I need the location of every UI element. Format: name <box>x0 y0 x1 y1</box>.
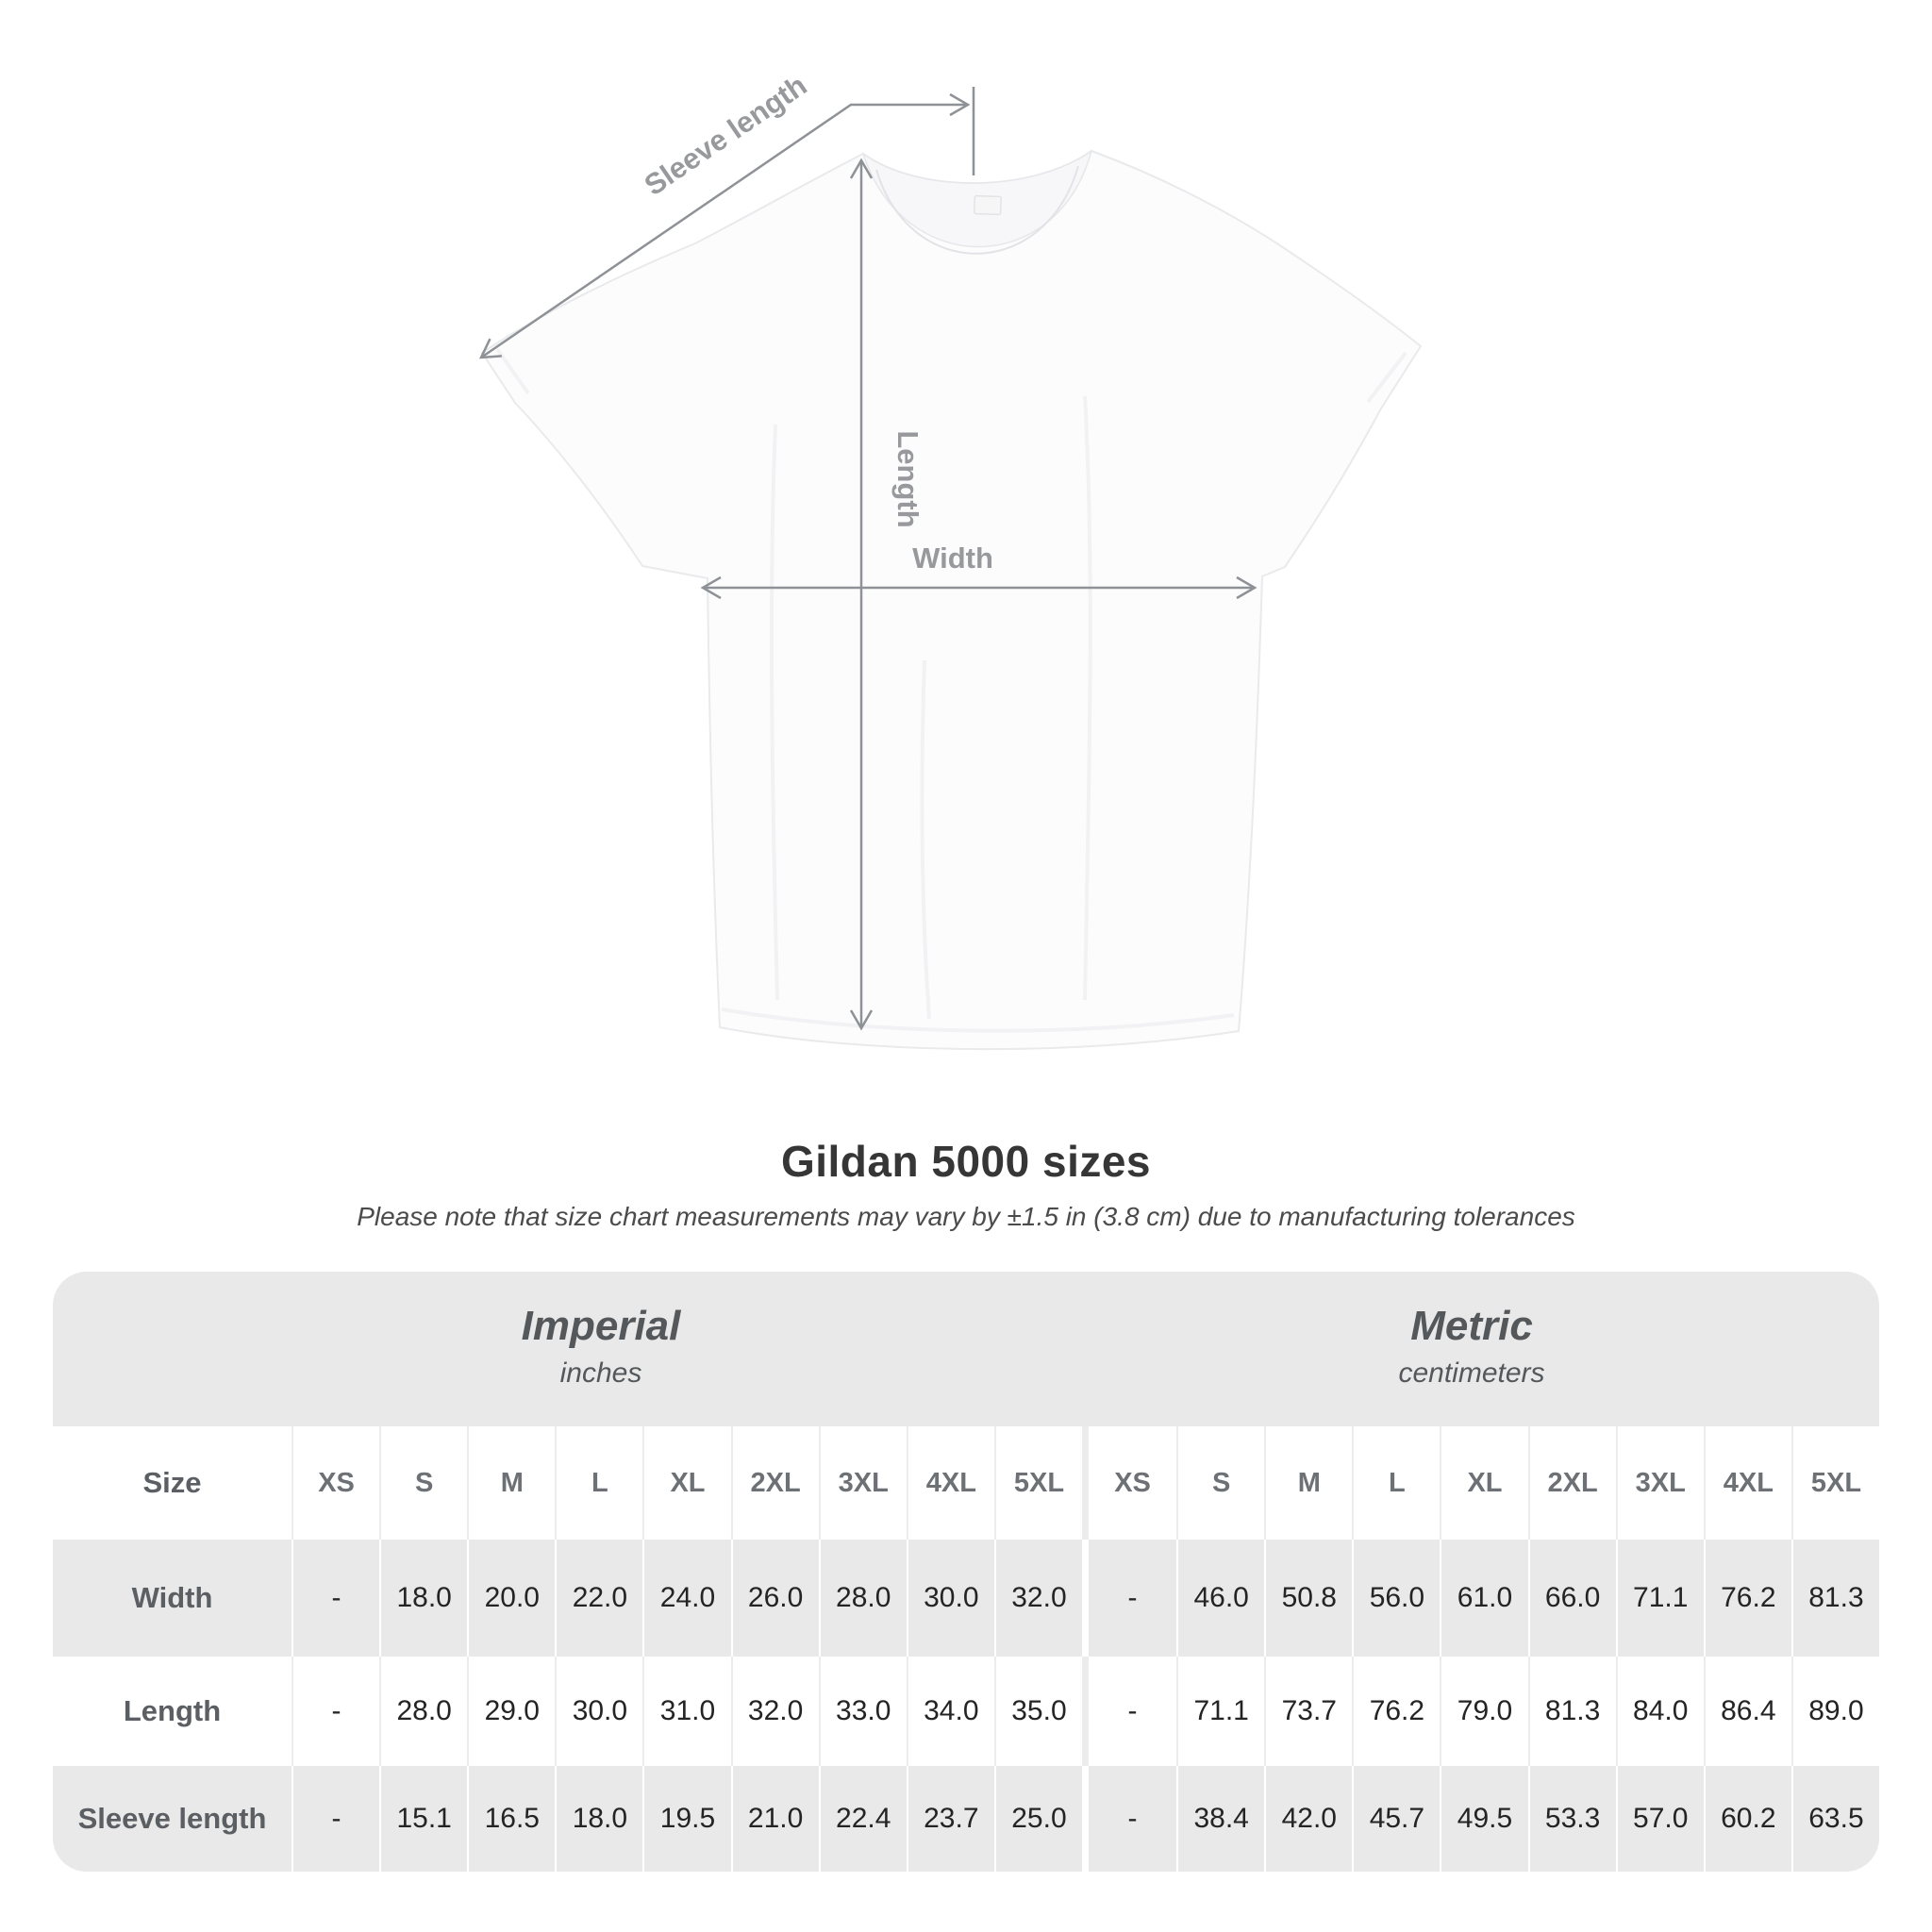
table-cell: 26.0 <box>731 1540 819 1657</box>
table-cell: 84.0 <box>1616 1657 1704 1766</box>
group-separator <box>1082 1426 1089 1540</box>
width-label: Width <box>912 541 993 575</box>
table-cell: 71.1 <box>1616 1540 1704 1657</box>
table-cell: 46.0 <box>1176 1540 1264 1657</box>
table-cell: 19.5 <box>642 1766 730 1872</box>
size-header: M <box>1264 1426 1352 1540</box>
size-chart-panel <box>53 1272 1879 1872</box>
size-header: XL <box>642 1426 730 1540</box>
group-separator <box>1082 1657 1089 1766</box>
unit-group-header <box>53 1272 1879 1426</box>
table-cell: 16.5 <box>467 1766 555 1872</box>
table-cell: 86.4 <box>1704 1657 1791 1766</box>
table-cell: 76.2 <box>1704 1540 1791 1657</box>
table-cell: 81.3 <box>1528 1657 1616 1766</box>
table-cell: 50.8 <box>1264 1540 1352 1657</box>
table-cell: 57.0 <box>1616 1766 1704 1872</box>
size-header: 3XL <box>819 1426 907 1540</box>
size-header: 4XL <box>907 1426 994 1540</box>
table-cell: - <box>291 1540 379 1657</box>
table-cell: 60.2 <box>1704 1766 1791 1872</box>
size-column-header: Size <box>142 1466 202 1499</box>
table-cell: 29.0 <box>467 1657 555 1766</box>
table-cell: 61.0 <box>1440 1540 1527 1657</box>
table-cell: 76.2 <box>1352 1657 1440 1766</box>
size-header: M <box>467 1426 555 1540</box>
table-cell: 38.4 <box>1176 1766 1264 1872</box>
table-cell: 28.0 <box>819 1540 907 1657</box>
page-title: Gildan 5000 sizes <box>780 1137 1152 1186</box>
table-cell: 53.3 <box>1528 1766 1616 1872</box>
group-separator <box>1082 1540 1089 1657</box>
table-cell: 42.0 <box>1264 1766 1352 1872</box>
table-cell: 21.0 <box>731 1766 819 1872</box>
table-cell: 28.0 <box>379 1657 467 1766</box>
table-cell: 49.5 <box>1440 1766 1527 1872</box>
size-header: L <box>1352 1426 1440 1540</box>
size-header: XS <box>1114 1467 1151 1498</box>
table-cell: 18.0 <box>555 1766 642 1872</box>
table-cell: 20.0 <box>467 1540 555 1657</box>
size-header: 3XL <box>1616 1426 1704 1540</box>
table-cell: 89.0 <box>1791 1657 1879 1766</box>
table-cell: - <box>291 1657 379 1766</box>
table-cell: - <box>1127 1803 1138 1834</box>
tshirt-measurement-diagram <box>358 38 1566 1151</box>
size-header: 5XL <box>994 1426 1082 1540</box>
table-cell: 35.0 <box>994 1657 1082 1766</box>
imperial-group-header <box>522 1304 681 1390</box>
table-cell: 23.7 <box>907 1766 994 1872</box>
table-cell: 71.1 <box>1176 1657 1264 1766</box>
table-row-sleeve-length <box>53 1766 1879 1872</box>
row-label: Length <box>123 1694 222 1727</box>
size-header: 4XL <box>1704 1426 1791 1540</box>
size-header: XS <box>291 1426 379 1540</box>
table-cell: 22.4 <box>819 1766 907 1872</box>
imperial-group-name: Imperial <box>521 1303 681 1349</box>
table-cell: 30.0 <box>907 1540 994 1657</box>
table-header-row <box>53 1426 1879 1540</box>
size-header: 5XL <box>1791 1426 1879 1540</box>
table-cell: 30.0 <box>555 1657 642 1766</box>
table-row-length <box>53 1657 1879 1766</box>
table-cell: - <box>291 1766 379 1872</box>
size-header: S <box>1176 1426 1264 1540</box>
group-separator <box>1082 1766 1089 1872</box>
imperial-group-unit: inches <box>559 1357 642 1390</box>
table-cell: 32.0 <box>994 1540 1082 1657</box>
table-cell: 32.0 <box>731 1657 819 1766</box>
table-row-width <box>53 1540 1879 1657</box>
table-cell: 63.5 <box>1791 1766 1879 1872</box>
metric-group-name: Metric <box>1410 1303 1533 1349</box>
table-cell: 33.0 <box>819 1657 907 1766</box>
table-cell: 24.0 <box>642 1540 730 1657</box>
size-header: XL <box>1440 1426 1527 1540</box>
table-cell: 56.0 <box>1352 1540 1440 1657</box>
table-cell: 15.1 <box>379 1766 467 1872</box>
table-cell: 22.0 <box>555 1540 642 1657</box>
table-cell: 34.0 <box>907 1657 994 1766</box>
table-cell: 18.0 <box>379 1540 467 1657</box>
tshirt-silhouette <box>482 151 1421 1049</box>
table-cell: - <box>1127 1695 1138 1726</box>
neck-tag <box>974 196 1002 215</box>
row-label: Width <box>131 1581 213 1614</box>
table-cell: 81.3 <box>1791 1540 1879 1657</box>
table-cell: 79.0 <box>1440 1657 1527 1766</box>
row-label: Sleeve length <box>77 1802 267 1835</box>
size-header: 2XL <box>731 1426 819 1540</box>
table-cell: 66.0 <box>1528 1540 1616 1657</box>
table-cell: 31.0 <box>642 1657 730 1766</box>
size-header: S <box>379 1426 467 1540</box>
table-cell: - <box>1127 1582 1138 1613</box>
size-header: L <box>555 1426 642 1540</box>
length-label: Length <box>891 430 924 528</box>
size-header: 2XL <box>1528 1426 1616 1540</box>
metric-group-header <box>1398 1304 1544 1390</box>
sleeve-length-label: Sleeve length <box>638 68 813 203</box>
tolerance-note: Please note that size chart measurements may vary by ±1.5 in (3.8 cm) due to manufacturing tolerances <box>357 1202 1575 1231</box>
table-cell: 25.0 <box>994 1766 1082 1872</box>
table-cell: 73.7 <box>1264 1657 1352 1766</box>
metric-group-unit: centimeters <box>1398 1357 1545 1390</box>
table-cell: 45.7 <box>1352 1766 1440 1872</box>
